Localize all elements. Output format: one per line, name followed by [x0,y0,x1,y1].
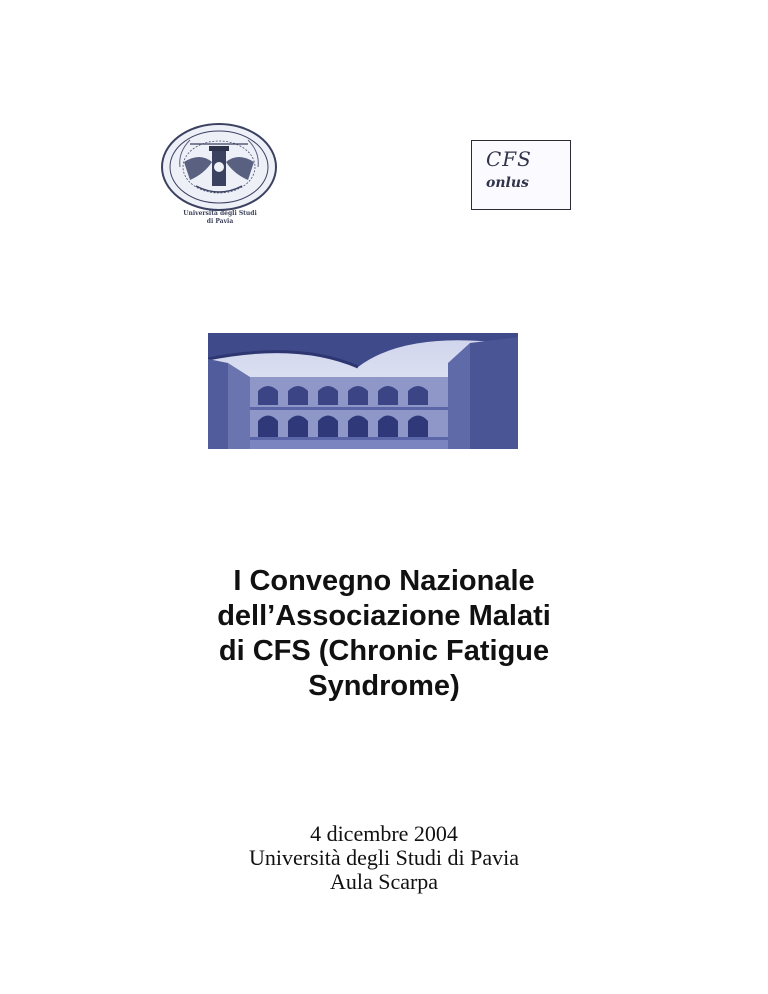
title-line: Syndrome) [308,670,460,702]
event-venue: Università degli Studi di Pavia [248,845,520,870]
event-details [200,822,568,894]
title-line: I Convegno Nazionale [233,565,535,597]
document-title [150,564,618,704]
cfs-logo-title: CFS [486,147,532,171]
university-seal-logo [160,122,278,212]
seal-caption-line1: Università degli Studi [183,210,257,217]
title-line: dell’Associazione Malati [217,600,551,632]
event-room: Aula Scarpa [329,869,439,894]
title-line: di CFS (Chronic Fatigue [218,635,550,667]
event-date: 4 dicembre 2004 [310,821,458,846]
cfs-onlus-logo [471,140,571,210]
university-seal-caption [150,210,290,226]
cfs-logo-subtitle: onlus [486,175,529,191]
seal-caption-line2: di Pavia [206,218,234,225]
courtyard-photo [208,333,518,449]
